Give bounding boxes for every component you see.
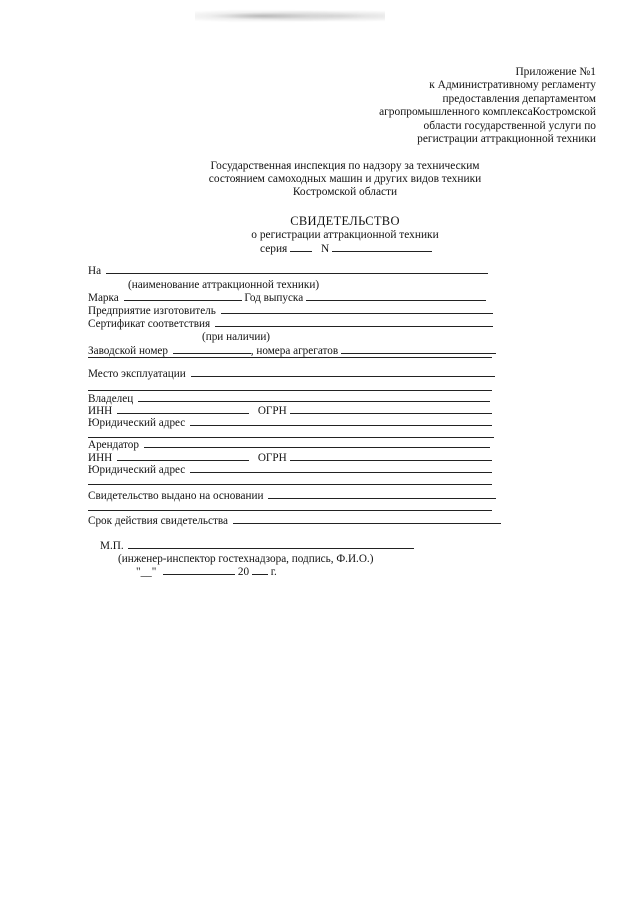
location-field[interactable] bbox=[191, 367, 495, 377]
row-name bbox=[88, 264, 488, 278]
ogrn-label: ОГРН bbox=[257, 405, 287, 417]
row-location bbox=[88, 367, 495, 381]
appendix-line: агропромышленного комплексаКостромской bbox=[379, 106, 596, 119]
blank-line[interactable] bbox=[88, 390, 492, 391]
address-label: Юридический адрес bbox=[88, 417, 186, 429]
brand-field[interactable] bbox=[124, 291, 242, 301]
row-signature bbox=[100, 539, 414, 553]
address-label: Юридический адрес bbox=[88, 464, 186, 476]
signature-field[interactable] bbox=[128, 539, 414, 549]
owner-label: Владелец bbox=[88, 393, 134, 405]
inn-label: ИНН bbox=[88, 405, 113, 417]
serial-field[interactable] bbox=[173, 344, 251, 354]
series-label: серия bbox=[260, 243, 288, 255]
scan-artifact bbox=[195, 8, 385, 24]
number-label: N bbox=[321, 243, 330, 255]
manufacturer-field[interactable] bbox=[221, 304, 493, 314]
tenant-label: Арендатор bbox=[88, 439, 139, 451]
address-field[interactable] bbox=[190, 463, 492, 473]
blank-line[interactable] bbox=[88, 510, 492, 511]
ogrn-field[interactable] bbox=[290, 404, 492, 414]
certificate-field[interactable] bbox=[215, 317, 493, 327]
row-validity bbox=[88, 514, 501, 528]
units-label: , номера агрегатов bbox=[250, 345, 339, 357]
name-hint: (наименование аттракционной техники) bbox=[128, 279, 320, 291]
certificate-label: Сертификат соответствия bbox=[88, 318, 211, 330]
series-field[interactable] bbox=[290, 242, 312, 252]
location-label: Место эксплуатации bbox=[88, 368, 186, 380]
name-field[interactable] bbox=[106, 264, 488, 274]
inspection-line: Государственная инспекция по надзору за техническим bbox=[210, 160, 480, 172]
appendix-note bbox=[296, 66, 596, 146]
row-serial bbox=[88, 344, 496, 358]
date-day[interactable]: "__" bbox=[136, 566, 157, 578]
inspection-header bbox=[175, 160, 515, 200]
row-brand bbox=[88, 291, 486, 305]
inn-field[interactable] bbox=[117, 404, 249, 414]
name-label: На bbox=[88, 265, 102, 277]
basis-label: Свидетельство выдано на основании bbox=[88, 490, 264, 502]
certificate-hint: (при наличии) bbox=[202, 331, 271, 343]
row-date bbox=[136, 565, 277, 579]
date-year-field[interactable] bbox=[252, 565, 268, 575]
series-number bbox=[260, 242, 432, 255]
date-month-field[interactable] bbox=[163, 565, 235, 575]
row-certificate bbox=[88, 317, 493, 331]
validity-label: Срок действия свидетельства bbox=[88, 515, 228, 527]
appendix-line: регистрации аттракционной техники bbox=[417, 133, 596, 146]
basis-field[interactable] bbox=[268, 489, 496, 499]
units-field[interactable] bbox=[341, 344, 496, 354]
date-suffix: г. bbox=[270, 566, 277, 578]
address-field[interactable] bbox=[190, 416, 492, 426]
document-subtitle: о регистрации аттракционной техники bbox=[251, 229, 439, 241]
signature-hint: (инженер-инспектор гостехнадзора, подпись, Ф.И.О.) bbox=[118, 553, 374, 565]
blank-line[interactable] bbox=[88, 357, 492, 358]
inn-field[interactable] bbox=[117, 451, 249, 461]
document-title: СВИДЕТЕЛЬСТВО bbox=[290, 214, 400, 228]
owner-field[interactable] bbox=[138, 392, 490, 402]
blank-line[interactable] bbox=[88, 484, 492, 485]
ogrn-label: ОГРН bbox=[257, 452, 287, 464]
stamp-label: М.П. bbox=[100, 540, 124, 552]
appendix-line: Приложение №1 bbox=[515, 66, 596, 78]
ogrn-field[interactable] bbox=[290, 451, 492, 461]
year-label: Год выпуска bbox=[244, 292, 304, 304]
appendix-line: предоставления департаментом bbox=[442, 92, 596, 105]
manufacturer-label: Предприятие изготовитель bbox=[88, 305, 216, 317]
year-field[interactable] bbox=[306, 291, 486, 301]
number-field[interactable] bbox=[332, 242, 432, 252]
row-basis bbox=[88, 489, 496, 503]
row-manufacturer bbox=[88, 304, 493, 318]
inspection-line: Костромской области bbox=[292, 186, 398, 199]
serial-label: Заводской номер bbox=[88, 345, 168, 357]
inspection-line: состоянием самоходных машин и других видов техники bbox=[208, 173, 482, 186]
date-year-label: 20 bbox=[237, 566, 250, 578]
brand-label: Марка bbox=[88, 292, 119, 304]
appendix-line: области государственной услуги по bbox=[423, 119, 596, 132]
row-tenant bbox=[88, 438, 490, 452]
appendix-line: к Административному регламенту bbox=[429, 79, 596, 92]
validity-field[interactable] bbox=[233, 514, 501, 524]
tenant-field[interactable] bbox=[144, 438, 490, 448]
row-owner-address bbox=[88, 416, 492, 430]
inn-label: ИНН bbox=[88, 452, 113, 464]
row-tenant-address bbox=[88, 463, 492, 477]
